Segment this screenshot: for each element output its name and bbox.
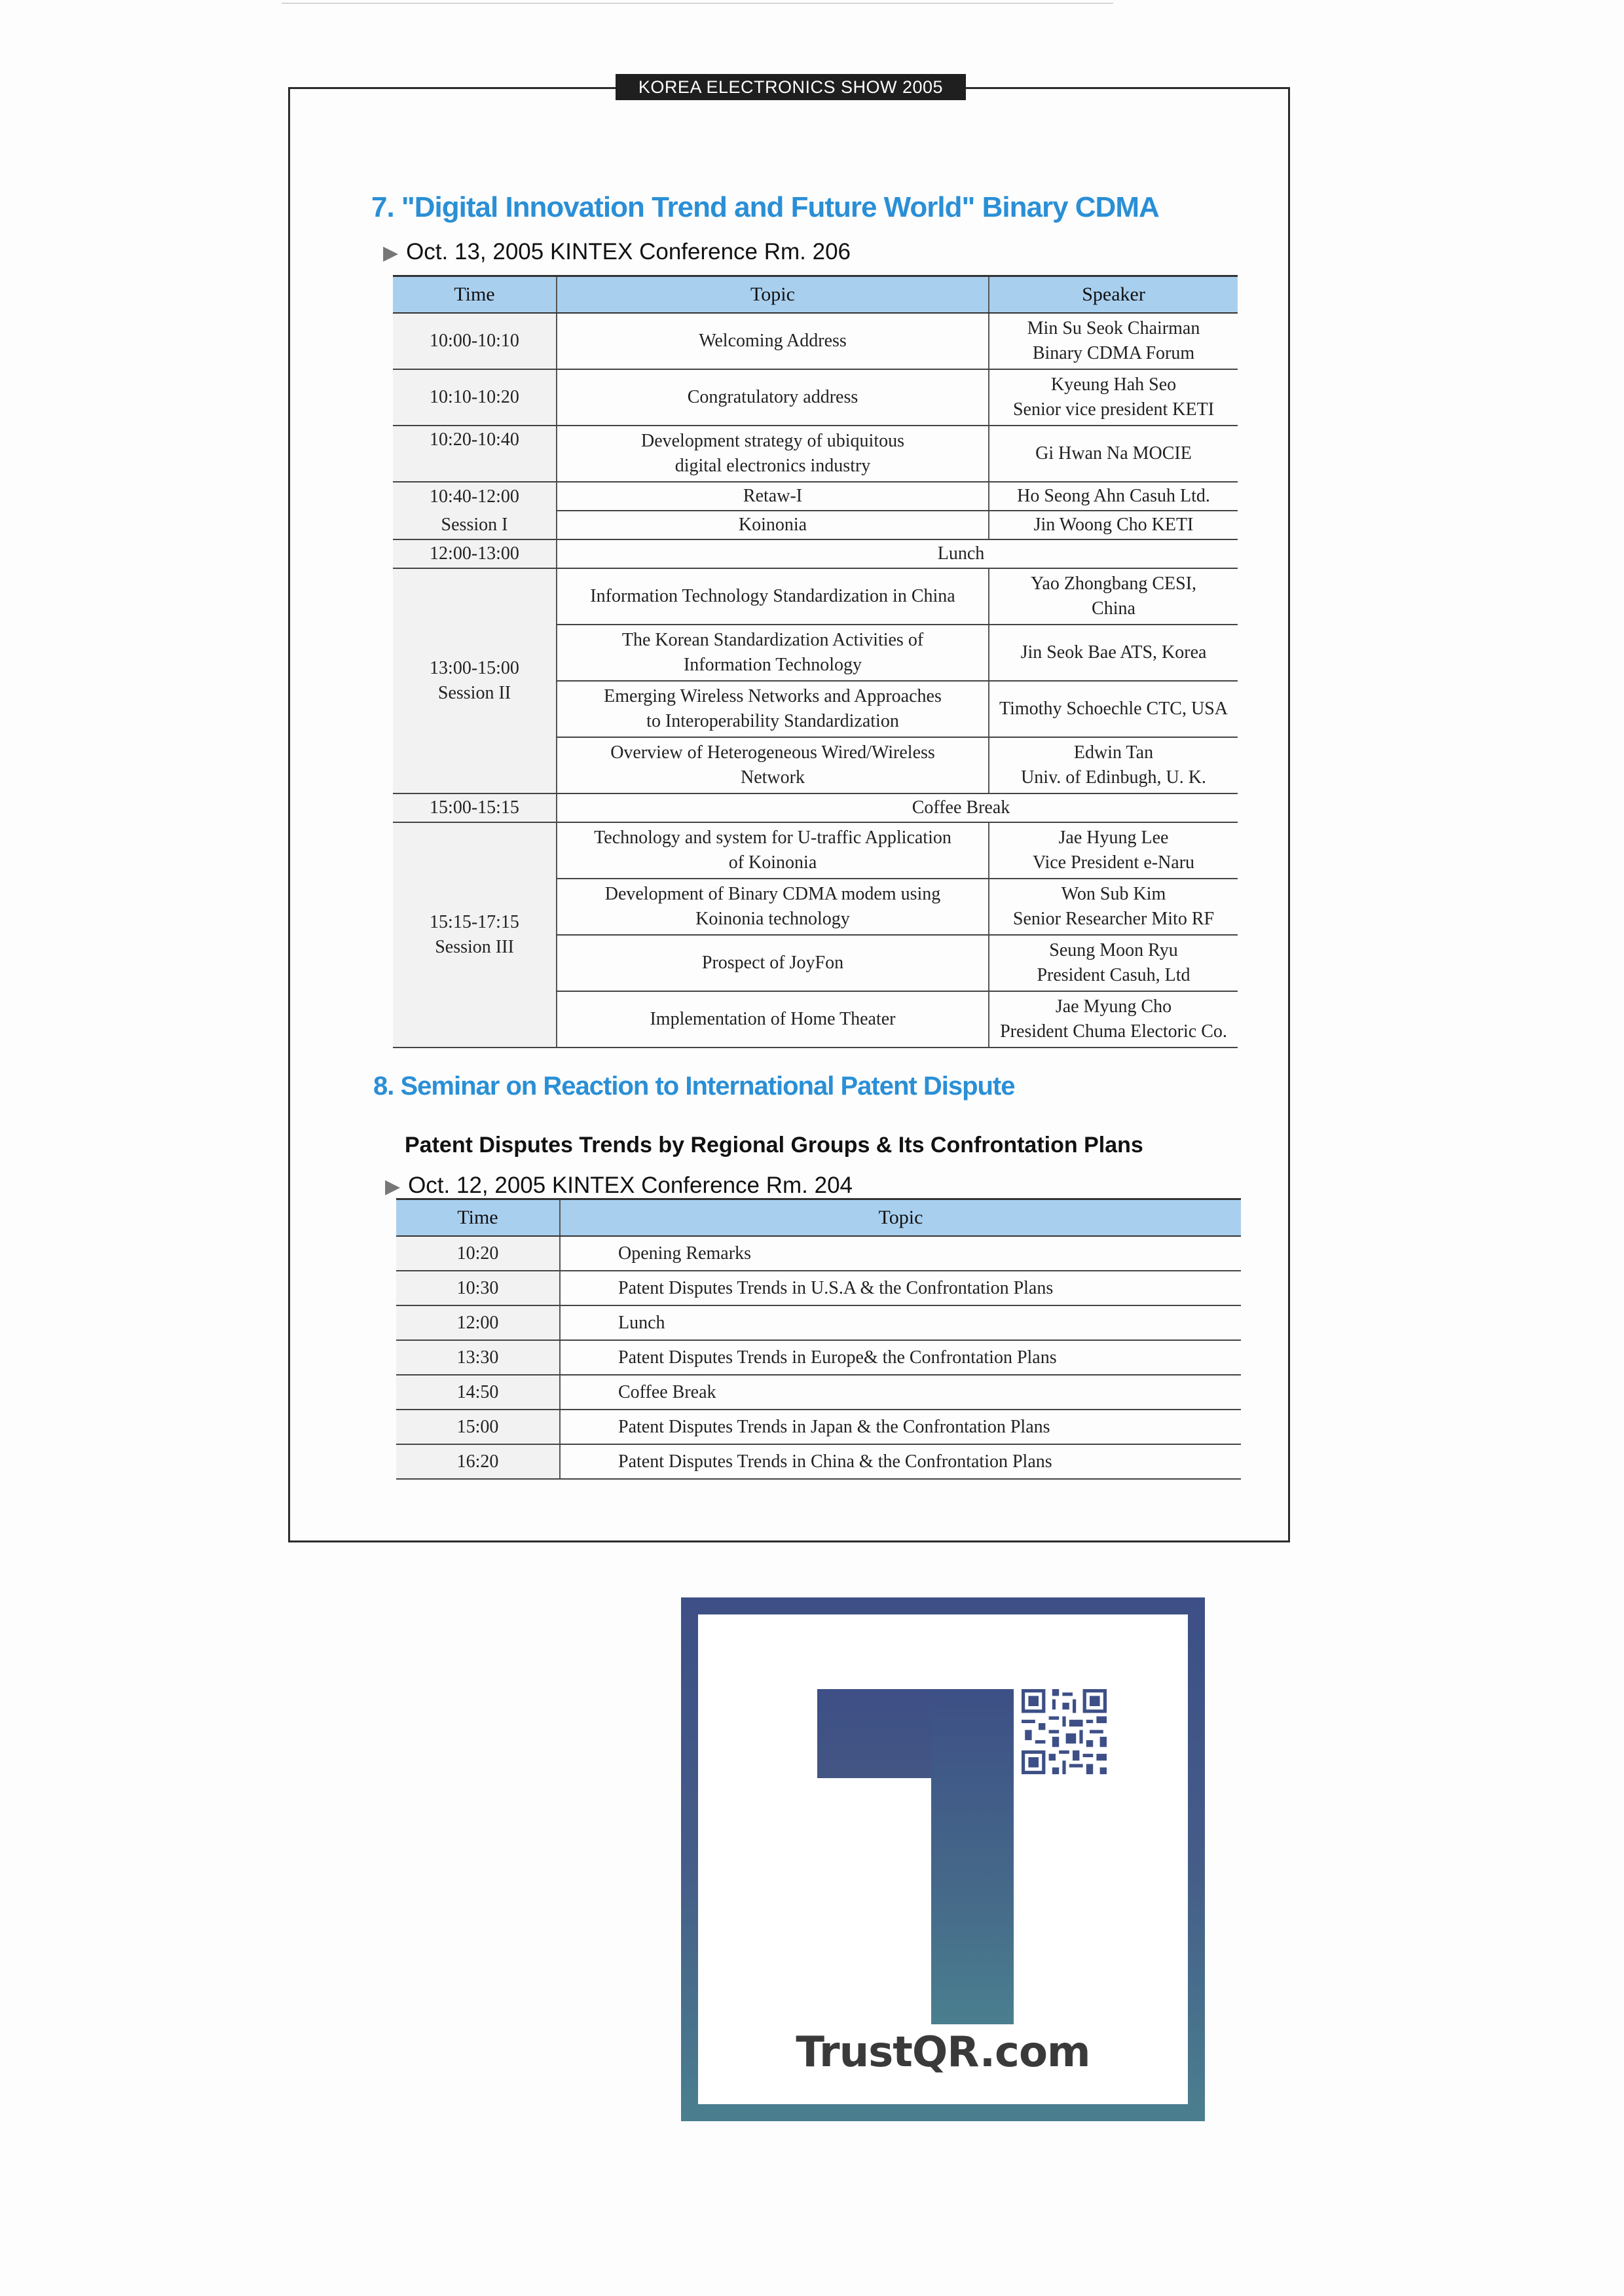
speaker-cell: Yao Zhongbang CESI, China [989, 568, 1238, 625]
topic-cell: The Korean Standardization Activities of Information Technology [557, 625, 989, 681]
table-row [393, 313, 1238, 369]
play-arrow-icon: ▶ [385, 1176, 401, 1197]
table-row [393, 369, 1238, 426]
table-row [396, 1410, 1241, 1444]
topic-cell: Emerging Wireless Networks and Approaches to Interoperability Standardization [557, 681, 989, 737]
speaker-cell: Gi Hwan Na MOCIE [989, 426, 1238, 482]
time-cell: 13:00-15:00 Session II [393, 568, 557, 793]
topic-cell: Development of Binary CDMA modem using Koinonia technology [557, 879, 989, 935]
speaker-cell: Ho Seong Ahn Casuh Ltd. [989, 482, 1238, 511]
topic-cell: Patent Disputes Trends in Europe& the Confrontation Plans [560, 1340, 1241, 1375]
topic-cell: Lunch [557, 539, 1238, 568]
header-badge: KOREA ELECTRONICS SHOW 2005 [616, 74, 966, 100]
time-cell: 16:20 [396, 1444, 560, 1479]
topic-cell: Opening Remarks [560, 1236, 1241, 1271]
time-cell: 10:00-10:10 [393, 313, 557, 369]
topic-cell: Implementation of Home Theater [557, 991, 989, 1048]
time-cell: 10:20 [396, 1236, 560, 1271]
speaker-cell: Kyeung Hah Seo Senior vice president KETI [989, 369, 1238, 426]
speaker-cell: Timothy Schoechle CTC, USA [989, 681, 1238, 737]
speaker-cell: Edwin Tan Univ. of Edinbugh, U. K. [989, 737, 1238, 793]
trustqr-logo[interactable] [681, 1597, 1205, 2121]
table-row [393, 568, 1238, 625]
time-cell: 12:00 [396, 1305, 560, 1340]
time-cell: 10:40-12:00 [393, 482, 557, 511]
time-cell: 15:00 [396, 1410, 560, 1444]
topic-cell: Patent Disputes Trends in China & the Confrontation Plans [560, 1444, 1241, 1479]
table-row [396, 1305, 1241, 1340]
topic-cell: Koinonia [557, 511, 989, 539]
section8-schedule-table [396, 1198, 1241, 1480]
section7-schedule-table [393, 275, 1238, 1048]
speaker-cell: Jin Woong Cho KETI [989, 511, 1238, 539]
topic-cell: Overview of Heterogeneous Wired/Wireless Network [557, 737, 989, 793]
time-cell: 13:30 [396, 1340, 560, 1375]
logo-text: TrustQR.com [796, 2028, 1090, 2077]
speaker-cell: Min Su Seok Chairman Binary CDMA Forum [989, 313, 1238, 369]
table-row [396, 1340, 1241, 1375]
table-row [396, 1444, 1241, 1479]
section8-venue-text: Oct. 12, 2005 KINTEX Conference Rm. 204 [408, 1173, 853, 1198]
table-row [396, 1375, 1241, 1410]
topic-cell: Technology and system for U-traffic Application of Koinonia [557, 822, 989, 879]
topic-cell: Coffee Break [557, 793, 1238, 822]
topic-cell: Lunch [560, 1305, 1241, 1340]
time-cell: 12:00-13:00 [393, 539, 557, 568]
topic-cell: Patent Disputes Trends in U.S.A & the Confrontation Plans [560, 1271, 1241, 1305]
speaker-cell: Jae Myung Cho President Chuma Electoric Co. [989, 991, 1238, 1048]
topic-cell: Congratulatory address [557, 369, 989, 426]
speaker-cell: Jae Hyung Lee Vice President e-Naru [989, 822, 1238, 879]
qr-code-icon [1022, 1689, 1107, 1774]
table-row [393, 482, 1238, 511]
table-row [393, 426, 1238, 482]
section7-venue-text: Oct. 13, 2005 KINTEX Conference Rm. 206 [406, 239, 851, 264]
top-rule [282, 3, 1113, 4]
table-header-row [393, 276, 1238, 314]
section7-venue [383, 239, 851, 265]
table-row [396, 1271, 1241, 1305]
column-header: Topic [557, 276, 989, 314]
column-header: Topic [560, 1199, 1241, 1237]
section7-title: 7. "Digital Innovation Trend and Future World" Binary CDMA [371, 191, 1159, 223]
topic-cell: Retaw-I [557, 482, 989, 511]
speaker-cell: Seung Moon Ryu President Casuh, Ltd [989, 935, 1238, 991]
column-header: Time [396, 1199, 560, 1237]
time-cell: Session I [393, 511, 557, 539]
logo-t-stem [931, 1689, 1014, 2024]
table-header-row [396, 1199, 1241, 1237]
time-cell: 10:30 [396, 1271, 560, 1305]
time-cell: 15:00-15:15 [393, 793, 557, 822]
time-cell: 10:20-10:40 [393, 426, 557, 482]
column-header: Time [393, 276, 557, 314]
time-cell: 14:50 [396, 1375, 560, 1410]
time-cell: 15:15-17:15 Session III [393, 822, 557, 1048]
topic-cell: Prospect of JoyFon [557, 935, 989, 991]
time-cell: 10:10-10:20 [393, 369, 557, 426]
topic-cell: Coffee Break [560, 1375, 1241, 1410]
column-header: Speaker [989, 276, 1238, 314]
section8-venue [385, 1173, 853, 1199]
table-row [393, 539, 1238, 568]
topic-cell: Patent Disputes Trends in Japan & the Confrontation Plans [560, 1410, 1241, 1444]
section8-title: 8. Seminar on Reaction to International Patent Dispute [373, 1072, 1015, 1101]
section8-subheading: Patent Disputes Trends by Regional Groups & Its Confrontation Plans [405, 1133, 1143, 1157]
table-row [393, 793, 1238, 822]
table-row [393, 822, 1238, 879]
topic-cell: Development strategy of ubiquitous digital electronics industry [557, 426, 989, 482]
logo-panel [698, 1614, 1188, 2104]
table-row [393, 511, 1238, 539]
topic-cell: Information Technology Standardization in China [557, 568, 989, 625]
play-arrow-icon: ▶ [383, 242, 399, 264]
speaker-cell: Jin Seok Bae ATS, Korea [989, 625, 1238, 681]
table-row [396, 1236, 1241, 1271]
topic-cell: Welcoming Address [557, 313, 989, 369]
speaker-cell: Won Sub Kim Senior Researcher Mito RF [989, 879, 1238, 935]
